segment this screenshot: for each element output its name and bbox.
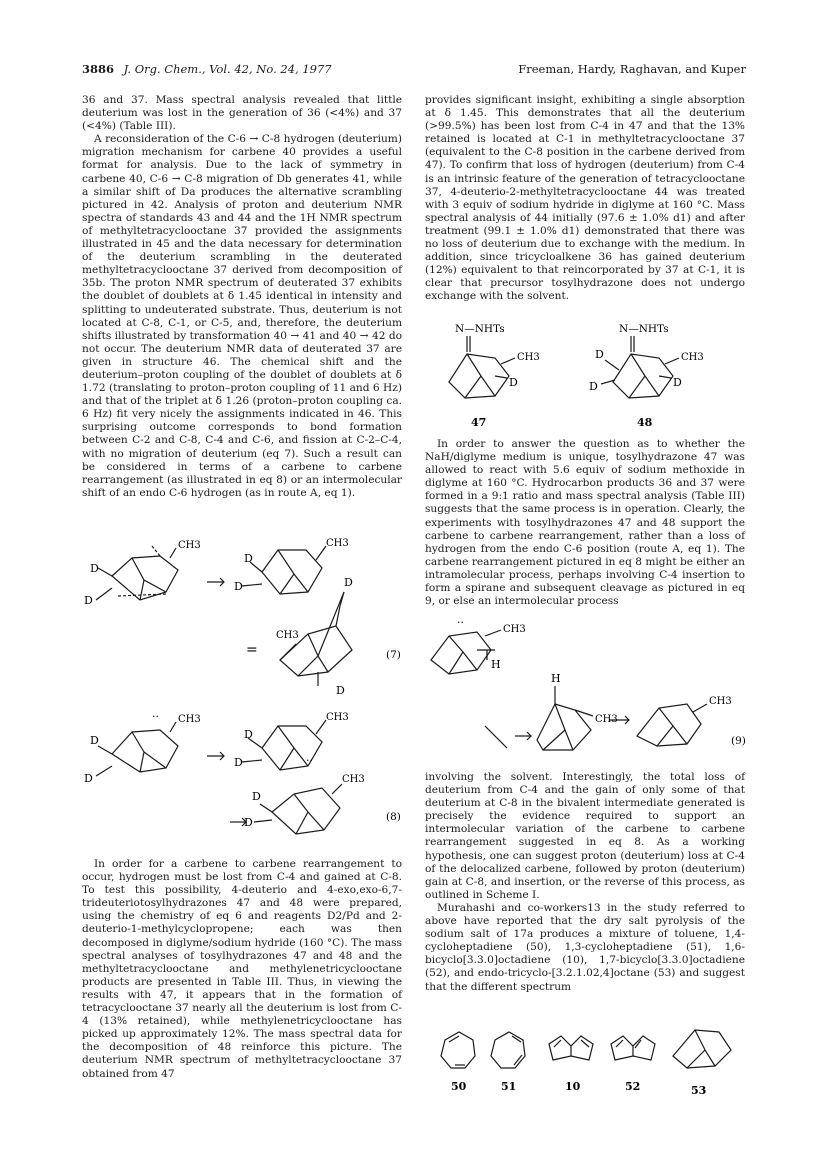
- deuterium-label: D: [509, 376, 518, 389]
- methyl-label: CH3: [342, 774, 365, 785]
- equation-7-figure: [82, 528, 412, 710]
- paragraph: provides significant insight, exhibiting a single absorption at δ 1.45. This demonstrates that all the deuterium (>99.5%) has been lost from C-4 in 47 and that the 13% retained is located at C-1 in methyltetracyclooctane 37 (equivalent to the C-8 position in the carbene derived from 47). To confirm that loss of hydrogen (deuterium) from C-4 is an intrinsic feature of the generation of tetracyclooctane 37, 4-deuterio-2-methyltetracyclooctane 44 was treated with 3 equiv of sodium hydride in diglyme at 160 °C. Mass spectral analysis of 44 initially (97.6 ± 1.0% d1) and after treatment (99.1 ± 1.0% d1) demonstrated that there was no loss of deuterium due to exchange with the medium. In addition, since tricycloalkene 36 has gained deuterium (12%) equivalent to that reincorporated by 37 at C-1, it is clear that precursor tosylhydrazone does not undergo exchange with the solvent.: [425, 94, 745, 303]
- equation-7-label: (7): [386, 649, 401, 661]
- deuterium-label: D: [589, 380, 598, 393]
- deuterium-label: D: [344, 576, 353, 589]
- page-number: 3886: [82, 62, 115, 76]
- methyl-label: CH3: [681, 352, 704, 363]
- methyl-label: CH3: [178, 540, 201, 551]
- right-column-top: [425, 94, 745, 304]
- header-left: [82, 62, 332, 76]
- right-column-middle: [425, 438, 745, 608]
- author-list: Freeman, Hardy, Raghavan, and Kuper: [518, 62, 746, 76]
- deuterium-label: D: [244, 728, 253, 741]
- equation-8-label: (8): [386, 811, 401, 823]
- nhts-label: N—NHTs: [619, 323, 669, 335]
- deuterium-label: D: [244, 816, 253, 829]
- compound-number: 50: [451, 1080, 467, 1093]
- tosylhydrazones-47-48-figure: [425, 318, 745, 434]
- deuterium-label: D: [244, 552, 253, 565]
- compound-number: 10: [565, 1080, 581, 1093]
- paragraph: Murahashi and co-workers13 in the study referred to above have reported that the dry salt pyrolysis of the sodium salt of 17a produces a mixture of toluene, 1,4-cycloheptadiene (50), 1,3-cycloheptadiene (51), 1,6-bicyclo[3.3.0]octadiene (10), 1,7-bicyclo[3.3.0]octadiene (52), and endo-tricyclo-[3.2.1.02,4]octane (53) and suggest that the different spectrum: [425, 901, 745, 993]
- compounds-50-53-figure: [425, 1010, 745, 1096]
- equation-8-figure: [82, 708, 412, 846]
- methyl-label: CH3: [178, 714, 201, 725]
- deuterium-label: D: [90, 734, 99, 747]
- deuterium-label: D: [234, 756, 243, 769]
- compound-number: 48: [637, 416, 653, 429]
- compound-number: 47: [471, 416, 487, 429]
- compound-number: 51: [501, 1080, 517, 1093]
- deuterium-label: D: [90, 562, 99, 575]
- deuterium-label: D: [84, 594, 93, 607]
- hydrogen-label: H: [551, 672, 561, 685]
- paragraph: In order to answer the question as to whether the NaH/diglyme medium is unique, tosylhydrazone 47 was allowed to react with 5.6 equiv of sodium methoxide in diglyme at 160 °C. Hydrocarbon products 36 and 37 were formed in a 9:1 ratio and mass spectral analysis (Table III) suggests that the same process is in operation. Clearly, the experiments with tosylhydrazones 47 and 48 support the carbene to carbene rearrangement, rather than a loss of hydrogen from the endo C-6 position (route A, eq 1). The carbene rearrangement pictured in eq 8 might be either an intramolecular process, perhaps involving C-4 insertion to form a spirane and subsequent cleavage as pictured in eq 9, or else an intermolecular process: [425, 438, 745, 608]
- carbene-dots: ··: [152, 710, 159, 723]
- deuterium-label: D: [234, 580, 243, 593]
- left-column-bottom: [82, 858, 402, 1081]
- methyl-label: CH3: [276, 630, 299, 641]
- equivalence-sign: =: [246, 642, 258, 658]
- paragraph: A reconsideration of the C-6 → C-8 hydrogen (deuterium) migration mechanism for carbene 40 provides a useful format for analysis. Due to the lack of symmetry in carbene 40, C-6 → C-8 migration of Db generates 41, while a similar shift of Da produces the alternative scrambling pictured in 42. Analysis of proton and deuterium NMR spectra of standards 43 and 44 and the 1H NMR spectrum of methyltetracyclooctane 37 provided the assignments illustrated in 45 and the data necessary for determination of the deuterium scrambling in the deuterated methyltetracyclooctane 37 derived from decomposition of 35b. The proton NMR spectrum of deuterated 37 exhibits the doublet of doublets at δ 1.45 identical in intensity and splitting to undeuterated substrate. Thus, deuterium is not located at C-8, C-1, or C-5, and, therefore, the deuterium shifts illustrated by transformation 40 → 41 and 40 → 42 do not occur. The deuterium NMR data of deuterated 37 are given in structure 46. The chemical shift and the deuterium–proton coupling of the doublet of doublets at δ 1.72 (translating to proton–proton coupling of 11 and 6 Hz) and that of the triplet at δ 1.26 (proton–proton coupling ca. 6 Hz) fit very nicely the assignments indicated in 46. This surprising outcome corresponds to bond formation between C-2 and C-8, C-4 and C-6, and fission at C-2–C-4, with no migration of deuterium (eq 7). Such a result can be considered in terms of a carbene to carbene rearrangement (as illustrated in eq 8) or an intermolecular shift of an endo C-6 hydrogen (as in route A, eq 1).: [82, 133, 402, 499]
- carbene-dots: ··: [457, 616, 464, 629]
- journal-citation: J. Org. Chem., Vol. 42, No. 24, 1977: [123, 62, 332, 76]
- methyl-label: CH3: [503, 624, 526, 635]
- left-column-top: [82, 94, 402, 500]
- methyl-label: CH3: [517, 352, 540, 363]
- page-header: [82, 62, 746, 80]
- deuterium-label: D: [595, 348, 604, 361]
- compound-number: 53: [691, 1084, 707, 1096]
- equation-9-figure: [425, 608, 755, 768]
- methyl-label: CH3: [326, 712, 349, 723]
- deuterium-label: D: [252, 790, 261, 803]
- deuterium-label: D: [673, 376, 682, 389]
- carbene-dots: ··: [306, 754, 313, 767]
- paragraph: In order for a carbene to carbene rearrangement to occur, hydrogen must be lost from C-4 and gained at C-8. To test this possibility, 4-deuterio and 4-exo,exo-6,7-trideuteriotosylhydrazones 47 and 48 were prepared, using the chemistry of eq 6 and reagents D2/Pd and 2-deuterio-1-methylcyclopropene; each was then decomposed in diglyme/sodium hydride (160 °C). The mass spectral analyses of tosylhydrazones 47 and 48 and the methyltetracyclooctane and methylenetricyclooctane products are presented in Table III. Thus, in viewing the results with 47, it appears that in the formation of tetracyclooctane 37 nearly all the deuterium is lost from C-4 (13% retained), while methylenetricyclooctane has picked up approximately 12%. The mass spectral data for the decomposition of 48 reinforce this picture. The deuterium NMR spectrum of methyltetracyclooctane 37 obtained from 47: [82, 858, 402, 1080]
- methyl-label: CH3: [595, 714, 618, 725]
- hydrogen-label: H: [491, 658, 501, 671]
- equation-9-label: (9): [731, 735, 746, 747]
- right-column-bottom: [425, 771, 745, 994]
- deuterium-label: D: [84, 772, 93, 785]
- paragraph: involving the solvent. Interestingly, the total loss of deuterium from C-4 and the gain of only some of that deuterium at C-8 in the bivalent intermediate generated is precisely the evidence required to support an intermolecular variation of the carbene to carbene rearrangement suggested in eq 8. As a working hypothesis, one can suggest proton (deuterium) loss at C-4 of the delocalized carbene, followed by proton (deuterium) gain at C-8, and insertion, or the reverse of this process, as outlined in Scheme I.: [425, 771, 745, 901]
- paragraph: 36 and 37. Mass spectral analysis revealed that little deuterium was lost in the generation of 36 (<4%) and 37 (<4%) (Table III).: [82, 94, 402, 133]
- methyl-label: CH3: [709, 696, 732, 707]
- nhts-label: N—NHTs: [455, 323, 505, 335]
- compound-number: 52: [625, 1080, 641, 1093]
- deuterium-label: D: [336, 684, 345, 697]
- methyl-label: CH3: [326, 538, 349, 549]
